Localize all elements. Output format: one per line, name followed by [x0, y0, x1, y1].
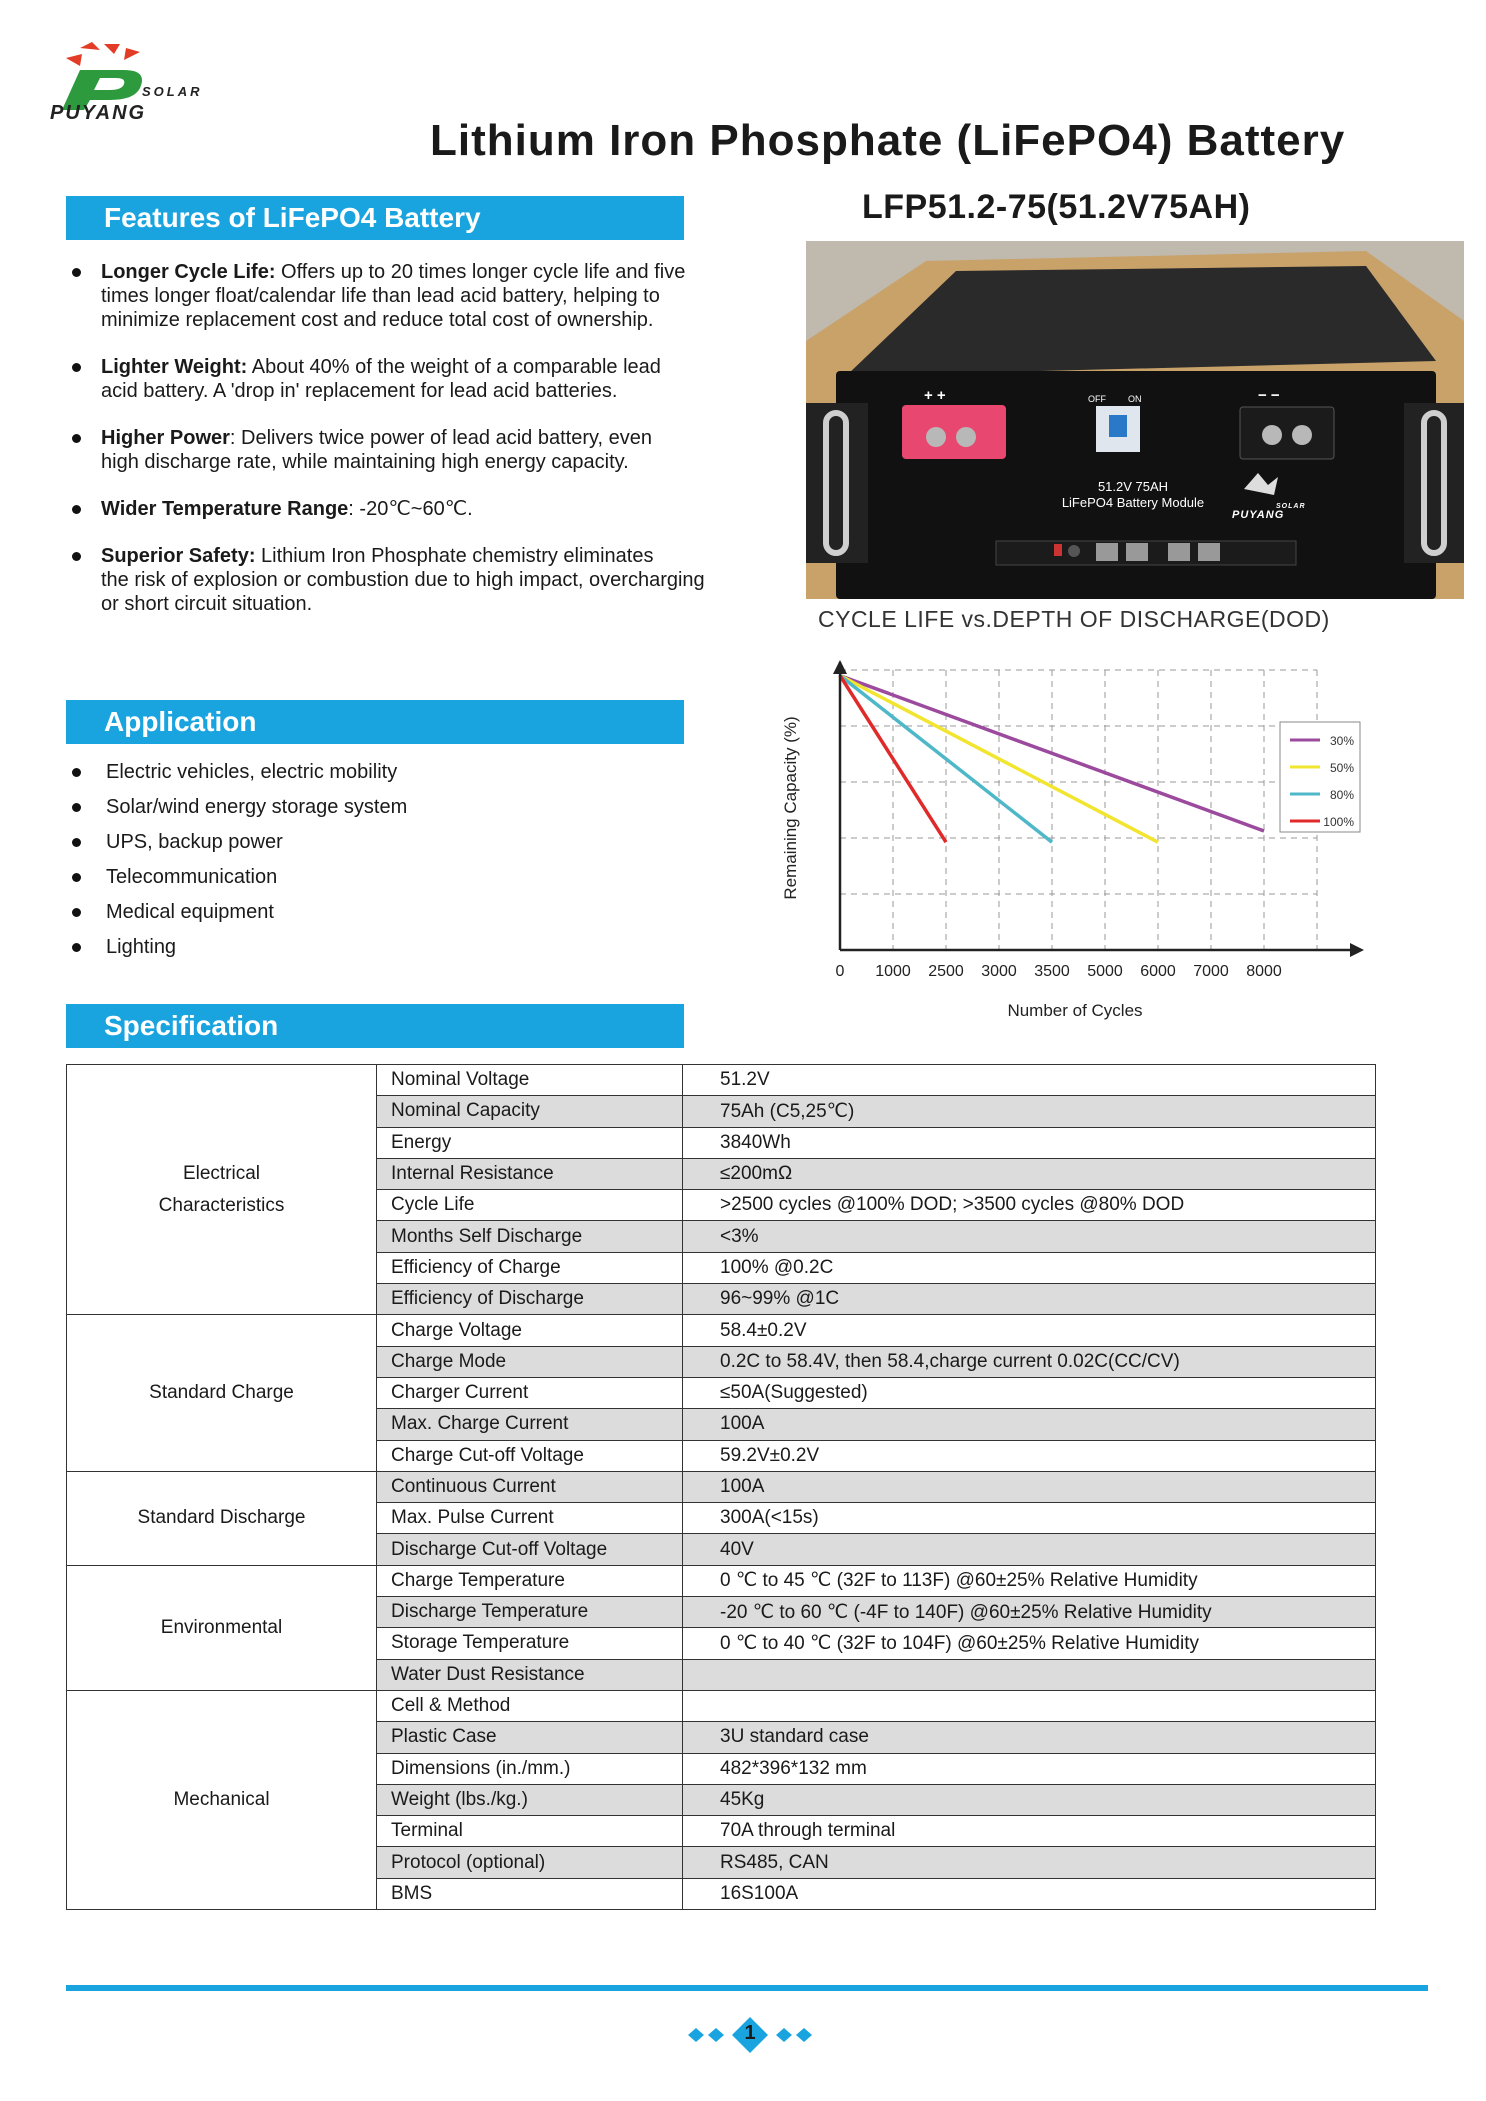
spec-category-text: Standard Discharge	[137, 1507, 306, 1529]
photo-switch-off: OFF	[1088, 394, 1106, 404]
spec-parameter: Energy	[377, 1127, 683, 1158]
spec-value: 482*396*132 mm	[683, 1753, 1376, 1784]
x-tick-label: 6000	[1140, 963, 1176, 980]
spec-parameter: Max. Pulse Current	[377, 1503, 683, 1534]
spec-parameter: Charge Temperature	[377, 1565, 683, 1596]
spec-parameter: Dimensions (in./mm.)	[377, 1753, 683, 1784]
spec-parameter: Continuous Current	[377, 1471, 683, 1502]
spec-value: 0.2C to 58.4V, then 58.4,charge current 0.02C(CC/CV)	[683, 1346, 1376, 1377]
x-tick-label: 7000	[1193, 963, 1229, 980]
spec-parameter: Efficiency of Discharge	[377, 1284, 683, 1315]
spec-value: 58.4±0.2V	[683, 1315, 1376, 1346]
feature-text: times longer float/calendar life than lead acid battery, helping to	[101, 285, 660, 307]
application-text: Telecommunication	[106, 866, 278, 888]
bullet-icon	[72, 363, 81, 372]
spec-value: 0 ℃ to 45 ℃ (32F to 113F) @60±25% Relative Humidity	[683, 1565, 1376, 1596]
spec-parameter: Charge Voltage	[377, 1315, 683, 1346]
y-axis-label: Remaining Capacity (%)	[781, 716, 800, 900]
spec-category	[67, 1065, 377, 1315]
x-tick-label: 5000	[1087, 963, 1123, 980]
feature-item	[66, 355, 806, 403]
feature-item	[66, 426, 806, 474]
application-heading: Application	[66, 700, 684, 744]
application-item	[66, 795, 407, 830]
features-list	[66, 260, 806, 639]
spec-parameter: Max. Charge Current	[377, 1409, 683, 1440]
x-tick-label: 3000	[981, 963, 1017, 980]
spec-value: >2500 cycles @100% DOD; >3500 cycles @80% DOD	[683, 1190, 1376, 1221]
feature-item	[66, 497, 806, 521]
x-tick-label: 0	[835, 963, 845, 980]
legend-label: 80%	[1329, 788, 1354, 802]
cycle-life-chart	[770, 650, 1390, 1040]
spec-value: 70A through terminal	[683, 1816, 1376, 1847]
application-item	[66, 830, 407, 865]
spec-value: 40V	[683, 1534, 1376, 1565]
spec-category-text: Electrical	[182, 1162, 261, 1184]
spec-parameter: Weight (lbs./kg.)	[377, 1784, 683, 1815]
feature-label: Higher Power	[101, 427, 230, 449]
spec-value: 3840Wh	[683, 1127, 1376, 1158]
application-item	[66, 865, 407, 900]
spec-parameter: Discharge Cut-off Voltage	[377, 1534, 683, 1565]
bullet-icon	[72, 803, 81, 812]
feature-item	[66, 544, 806, 616]
spec-value: 100A	[683, 1409, 1376, 1440]
spec-value: 51.2V	[683, 1065, 1376, 1096]
diamond-icon	[776, 2028, 792, 2042]
spec-parameter: Terminal	[377, 1816, 683, 1847]
photo-brand-sub: SOLAR	[1276, 503, 1306, 510]
application-item	[66, 900, 407, 935]
legend-label: 50%	[1329, 761, 1354, 775]
spec-value	[683, 1659, 1376, 1690]
spec-category	[67, 1565, 377, 1690]
footer-divider	[66, 1985, 1428, 1991]
spec-parameter: Cell & Method	[377, 1690, 683, 1721]
spec-parameter: Protocol (optional)	[377, 1847, 683, 1878]
battery-photo	[806, 241, 1464, 599]
photo-brand: PUYANG	[1232, 509, 1285, 521]
spec-row	[67, 1065, 1376, 1096]
feature-text: or short circuit situation.	[101, 593, 313, 615]
spec-parameter: Nominal Capacity	[377, 1096, 683, 1127]
spec-parameter: Charge Mode	[377, 1346, 683, 1377]
spec-parameter: Discharge Temperature	[377, 1597, 683, 1628]
x-axis-label: Number of Cycles	[1007, 1001, 1143, 1020]
feature-text: : Delivers twice power of lead acid battery, even	[229, 427, 652, 449]
feature-text: acid battery. A 'drop in' replacement for lead acid batteries.	[101, 380, 618, 402]
photo-label-1: 51.2V 75AH	[1097, 479, 1169, 494]
spec-value: 45Kg	[683, 1784, 1376, 1815]
spec-value: 300A(<15s)	[683, 1503, 1376, 1534]
feature-text: high discharge rate, while maintaining high energy capacity.	[101, 451, 629, 473]
spec-parameter: Efficiency of Charge	[377, 1252, 683, 1283]
bullet-icon	[72, 268, 81, 277]
feature-text: : -20℃~60℃.	[348, 498, 473, 520]
feature-label: Lighter Weight:	[101, 356, 248, 378]
feature-text: the risk of explosion or combustion due to high impact, overcharging	[101, 569, 705, 591]
diamond-icon	[688, 2028, 704, 2042]
page-number: 1	[744, 2022, 756, 2044]
application-text: Solar/wind energy storage system	[106, 796, 408, 818]
application-list	[66, 760, 407, 970]
chart-title: CYCLE LIFE vs.DEPTH OF DISCHARGE(DOD)	[818, 606, 1330, 632]
x-tick-label: 3500	[1034, 963, 1070, 980]
spec-value: ≤200mΩ	[683, 1158, 1376, 1189]
x-tick-label: 8000	[1246, 963, 1282, 980]
spec-parameter: Charger Current	[377, 1377, 683, 1408]
x-tick-label: 2500	[928, 963, 964, 980]
spec-value: 100A	[683, 1471, 1376, 1502]
spec-table	[66, 1064, 1376, 1910]
feature-label: Wider Temperature Range	[101, 498, 349, 520]
x-tick-label: 1000	[875, 963, 911, 980]
feature-text: About 40% of the weight of a comparable lead	[251, 356, 661, 378]
bullet-icon	[72, 908, 81, 917]
bullet-icon	[72, 873, 81, 882]
spec-row	[67, 1690, 1376, 1721]
feature-label: Superior Safety:	[101, 545, 256, 567]
spec-value: 0 ℃ to 40 ℃ (32F to 104F) @60±25% Relative Humidity	[683, 1628, 1376, 1659]
spec-category	[67, 1471, 377, 1565]
spec-value: ≤50A(Suggested)	[683, 1377, 1376, 1408]
spec-parameter: Water Dust Resistance	[377, 1659, 683, 1690]
spec-parameter: Nominal Voltage	[377, 1065, 683, 1096]
spec-parameter: Cycle Life	[377, 1190, 683, 1221]
photo-switch-on: ON	[1128, 394, 1142, 404]
page-number-mark	[680, 2010, 820, 2065]
spec-heading: Specification	[66, 1004, 684, 1048]
spec-value: 100% @0.2C	[683, 1252, 1376, 1283]
spec-value: 16S100A	[683, 1878, 1376, 1909]
spec-parameter: BMS	[377, 1878, 683, 1909]
spec-parameter: Plastic Case	[377, 1722, 683, 1753]
spec-value: 96~99% @1C	[683, 1284, 1376, 1315]
application-item	[66, 760, 407, 795]
spec-row	[67, 1565, 1376, 1596]
y-axis-arrow-icon	[833, 660, 847, 674]
features-heading: Features of LiFePO4 Battery	[66, 196, 684, 240]
legend-label: 100%	[1323, 815, 1354, 829]
spec-parameter: Storage Temperature	[377, 1628, 683, 1659]
diamond-icon	[796, 2028, 812, 2042]
spec-value: RS485, CAN	[683, 1847, 1376, 1878]
spec-parameter: Months Self Discharge	[377, 1221, 683, 1252]
bullet-icon	[72, 943, 81, 952]
application-text: Lighting	[106, 936, 177, 958]
spec-category	[67, 1690, 377, 1909]
spec-parameter: Charge Cut-off Voltage	[377, 1440, 683, 1471]
bullet-icon	[72, 768, 81, 777]
bullet-icon	[72, 505, 81, 514]
bullet-icon	[72, 434, 81, 443]
feature-text: Lithium Iron Phosphate chemistry eliminates	[261, 545, 654, 567]
model-name: LFP51.2-75(51.2V75AH)	[862, 188, 1251, 226]
spec-value: 59.2V±0.2V	[683, 1440, 1376, 1471]
photo-pos-terminal: + +	[924, 387, 946, 404]
spec-category-text: Environmental	[160, 1616, 283, 1638]
application-text: Electric vehicles, electric mobility	[106, 761, 398, 783]
spec-category-text: Characteristics	[158, 1194, 285, 1216]
photo-label-2: LiFePO4 Battery Module	[1061, 495, 1205, 510]
feature-text: Offers up to 20 times longer cycle life and five	[281, 261, 686, 283]
spec-row	[67, 1471, 1376, 1502]
spec-category-text: Mechanical	[173, 1788, 270, 1810]
application-text: Medical equipment	[106, 901, 274, 923]
photo-neg-terminal: − −	[1258, 387, 1280, 404]
bullet-icon	[72, 838, 81, 847]
brand-name: PUYANG	[50, 102, 147, 124]
brand-logo	[44, 40, 204, 125]
spec-category-text: Standard Charge	[149, 1382, 294, 1404]
application-item	[66, 935, 407, 970]
spec-row	[67, 1315, 1376, 1346]
bullet-icon	[72, 552, 81, 561]
diamond-icon	[708, 2028, 724, 2042]
application-text: UPS, backup power	[106, 831, 283, 853]
brand-sub: SOLAR	[142, 84, 203, 99]
page-title: Lithium Iron Phosphate (LiFePO4) Battery	[430, 116, 1346, 165]
spec-value: 3U standard case	[683, 1722, 1376, 1753]
legend-label: 30%	[1329, 734, 1354, 748]
x-axis-arrow-icon	[1350, 943, 1364, 957]
feature-label: Longer Cycle Life:	[101, 261, 276, 283]
spec-value	[683, 1690, 1376, 1721]
spec-category	[67, 1315, 377, 1471]
spec-value: 75Ah (C5,25℃)	[683, 1096, 1376, 1127]
spec-value: -20 ℃ to 60 ℃ (-4F to 140F) @60±25% Relative Humidity	[683, 1597, 1376, 1628]
spec-parameter: Internal Resistance	[377, 1158, 683, 1189]
feature-text: minimize replacement cost and reduce total cost of ownership.	[101, 309, 654, 331]
feature-item	[66, 260, 806, 332]
spec-value: <3%	[683, 1221, 1376, 1252]
